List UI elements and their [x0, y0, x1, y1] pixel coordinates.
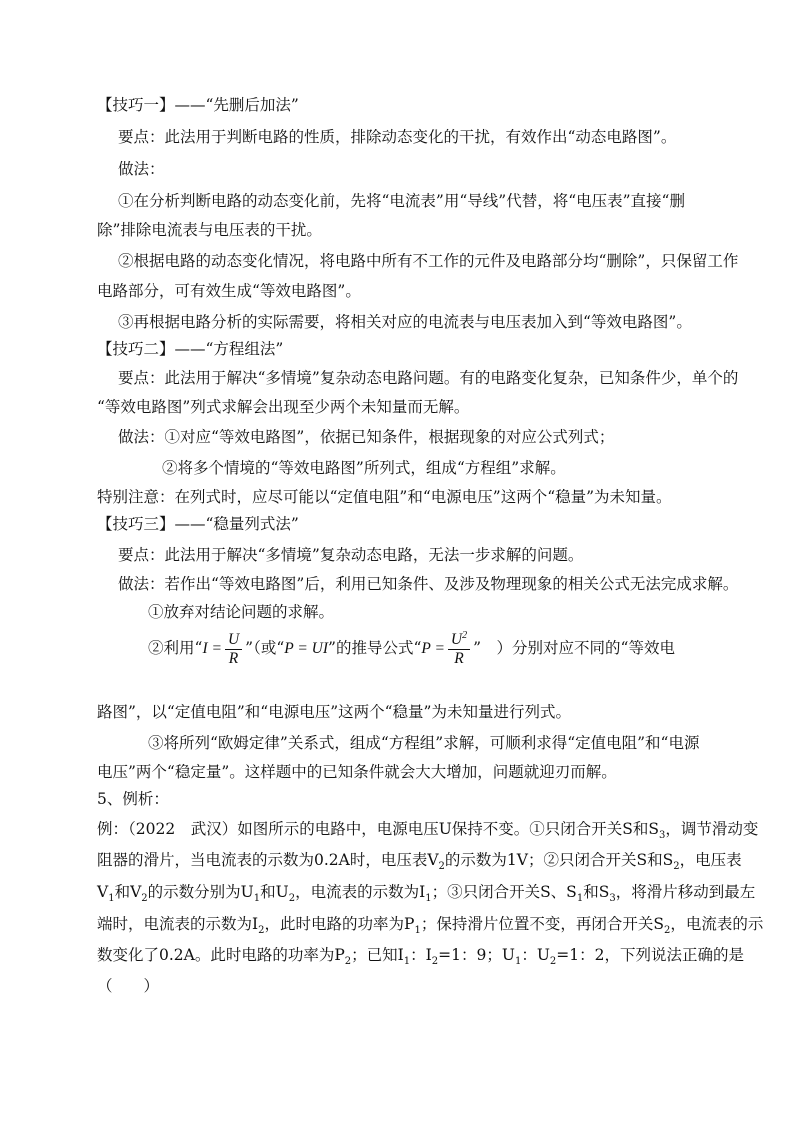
example-line-2: 阻器的滑片，当电流表的示数为0.2A时，电压表$V_2$的示数为1V；②只闭合开关S和$S_2$，电压表 [97, 851, 742, 873]
tip-3-step-2-cont: 路图”，以“定值电阻”和“电源电压”这两个“稳量”为未知量进行列式。 [97, 703, 571, 721]
tip-1-step-1: ①在分析判断电路的动态变化前，先将“电流表”用“导线”代替，将“电压表”直接“删 [118, 192, 685, 210]
formula-mid-text-2: ”的推导公式“ [328, 639, 422, 657]
heading-tip-3: 【技巧三】——“稳量列式法” [97, 515, 299, 533]
example-line-1: 例：（2022 武汉）如图所示的电路中，电源电压U保持不变。①只闭合开关S和$S_3$，调节滑动变 [97, 820, 759, 842]
tip-3-step-3-cont: 电压”两个“稳定量”。这样题中的已知条件就会大大增加，问题就迎刃而解。 [97, 763, 617, 781]
tip-1-step-2-cont: 电路部分，可有效生成“等效电路图”。 [97, 282, 361, 300]
tip-1-step-3: ③再根据电路分析的实际需要，将相关对应的电流表与电压表加入到“等效电路图”。 [118, 313, 692, 331]
example-heading: 5、例析： [97, 790, 169, 808]
example-line-4: 端时，电流表的示数为$I_2$，此时电路的功率为$P_1$；保持滑片位置不变，再闭合开关$S_2$，电流表的示 [97, 915, 764, 937]
heading-tip-1: 【技巧一】——“先删后加法” [97, 96, 299, 114]
tip-1-step-2: ②根据电路的动态变化情况，将电路中所有不工作的元件及电路部分均“删除”，只保留工作 [118, 252, 739, 270]
ohm-law-lhs: I = [202, 640, 222, 657]
derived-power-lhs: P = [421, 640, 445, 657]
ohm-law-denominator: R [228, 649, 239, 667]
example-line-5: 数变化了0.2A。此时电路的功率为$P_2$；已知$I_1$：$I_2=1$：9；$U_1$：$U_2=1$：2，下列说法正确的是 [97, 946, 744, 968]
example-line-3: $V_1$和$V_2$的示数分别为$U_1$和$U_2$，电流表的示数为$I_1$；③只闭合开关S、$S_1$和$S_3$，将滑片移动到最左 [97, 883, 756, 905]
derived-power-numerator: $U^2$ [448, 631, 470, 650]
tip-3-step-3: ③将所列“欧姆定律”关系式，组成“方程组”求解，可顺利求得“定值电阻”和“电源 [148, 734, 700, 752]
ohm-law-fraction [225, 631, 242, 668]
formula-lead-text: ②利用“ [148, 639, 203, 657]
derived-power-fraction [448, 631, 470, 668]
ohm-law-numerator: U [225, 631, 242, 650]
formula-mid-text-1: ”（或“ [245, 639, 285, 657]
answer-bracket: （ ） [97, 977, 160, 995]
tip-2-special-note: 特别注意：在列式时，应尽可能以“定值电阻”和“电源电压”这两个“稳量”为未知量。 [97, 488, 672, 506]
tip-3-step-2-formulas [148, 626, 675, 670]
tip-2-method-2: ②将多个情境的“等效电路图”所列式，组成“方程组”求解。 [162, 459, 566, 477]
tip-2-method-1: 做法：①对应“等效电路图”，依据已知条件，根据现象的对应公式列式； [118, 428, 615, 446]
derived-power-denominator: R [454, 649, 464, 667]
tip-2-keypoint: 要点：此法用于解决“多情境”复杂动态电路问题。有的电路变化复杂，已知条件少，单个的 [118, 369, 739, 387]
tip-1-step-1-cont: 除”排除电流表与电压表的干扰。 [97, 221, 322, 239]
tip-3-keypoint: 要点：此法用于解决“多情境”复杂动态电路，无法一步求解的问题。 [118, 546, 584, 564]
tip-1-method-label: 做法： [118, 160, 165, 178]
tip-1-keypoint: 要点：此法用于判断电路的性质，排除动态变化的干扰，有效作出“动态电路图”。 [118, 128, 677, 146]
formula-tail-text: ” ）分别对应不同的“等效电 [473, 639, 675, 657]
tip-3-method: 做法：若作出“等效电路图”后，利用已知条件、及涉及物理现象的相关公式无法完成求解。 [118, 575, 739, 593]
tip-2-keypoint-cont: “等效电路图”列式求解会出现至少两个未知量而无解。 [97, 398, 470, 416]
heading-tip-2: 【技巧二】——“方程组法” [97, 340, 284, 358]
tip-3-step-1: ①放弃对结论问题的求解。 [148, 603, 335, 621]
power-formula: P = UI [284, 640, 329, 657]
